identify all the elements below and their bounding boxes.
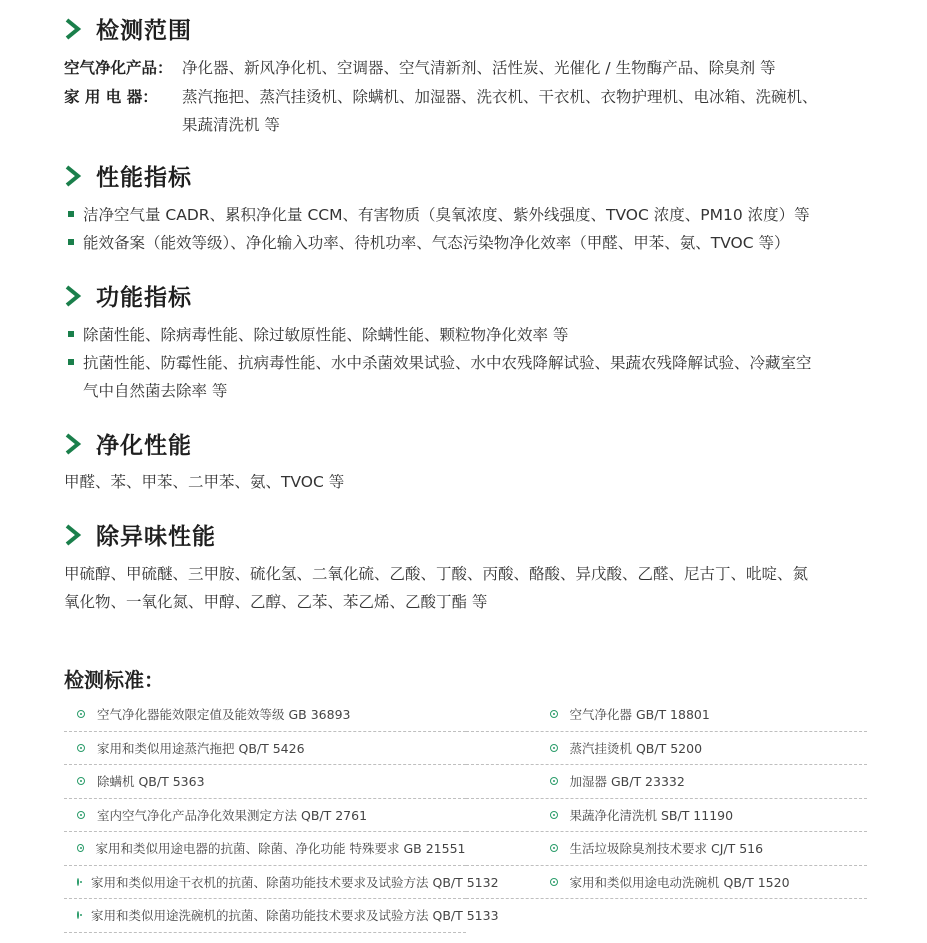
standards-title: 检测标准： <box>64 668 164 692</box>
standard-item-empty <box>466 899 868 933</box>
list-item: 洁净空气量 CADR、累积净化量 CCM、有害物质（臭氧浓度、紫外线强度、TVOC 浓度、PM10 浓度）等 <box>68 201 810 229</box>
table-row <box>64 866 867 900</box>
table-row <box>64 765 867 799</box>
circle-bullet-icon <box>550 878 558 886</box>
scope-home-value-continued: 果蔬清洗机 等 <box>182 116 280 134</box>
chevron-right-icon <box>64 164 84 188</box>
circle-bullet-icon <box>550 777 558 785</box>
square-bullet-icon <box>68 331 74 337</box>
standard-item: 室内空气净化产品净化效果测定方法 QB/T 2761 <box>64 799 466 833</box>
scope-air-value: 净化器、新风净化机、空调器、空气清新剂、活性炭、光催化 / 生物酶产品、除臭剂 等 <box>182 59 776 77</box>
square-bullet-icon <box>68 239 74 245</box>
standard-item: 加湿器 GB/T 23332 <box>466 765 868 799</box>
standard-item: 蒸汽挂烫机 QB/T 5200 <box>466 732 868 766</box>
circle-bullet-icon <box>77 744 85 752</box>
scope-air-label: 空气净化产品： <box>64 59 173 77</box>
scope-home-value: 蒸汽拖把、蒸汽挂烫机、除螨机、加湿器、洗衣机、干衣机、衣物护理机、电冰箱、洗碗机、 <box>182 88 818 106</box>
circle-bullet-icon <box>77 811 85 819</box>
table-row <box>64 732 867 766</box>
standard-item: 家用和类似用途洗碗机的抗菌、除菌功能技术要求及试验方法 QB/T 5133 <box>64 899 466 933</box>
circle-bullet-icon <box>77 844 84 852</box>
standard-item: 家用和类似用途干衣机的抗菌、除菌功能技术要求及试验方法 QB/T 5132 <box>64 866 466 900</box>
section-title-odor <box>64 518 216 551</box>
circle-bullet-icon <box>550 811 558 819</box>
table-row <box>64 698 867 732</box>
chevron-right-icon <box>64 523 84 547</box>
table-row <box>64 832 867 866</box>
table-row <box>64 899 867 933</box>
circle-bullet-icon <box>77 878 79 886</box>
standard-item: 家用和类似用途电器的抗菌、除菌、净化功能 特殊要求 GB 21551 <box>64 832 466 866</box>
square-bullet-icon <box>68 359 74 365</box>
section-title-scope <box>64 12 192 45</box>
list-item: 抗菌性能、防霉性能、抗病毒性能、水中杀菌效果试验、水中农残降解试验、果蔬农残降解试验、冷藏室空 <box>68 349 812 377</box>
standard-item: 果蔬净化清洗机 SB/T 11190 <box>466 799 868 833</box>
scope-home-label: 家 用 电 器： <box>64 88 158 106</box>
section-title-text: 净化性能 <box>96 433 192 459</box>
standard-item: 家用和类似用途蒸汽拖把 QB/T 5426 <box>64 732 466 766</box>
section-title-text: 功能指标 <box>96 285 192 311</box>
circle-bullet-icon <box>550 744 558 752</box>
standard-item: 家用和类似用途电动洗碗机 QB/T 1520 <box>466 866 868 900</box>
circle-bullet-icon <box>77 710 85 718</box>
section-title-text: 检测范围 <box>96 18 192 44</box>
chevron-right-icon <box>64 17 84 41</box>
standard-item: 生活垃圾除臭剂技术要求 CJ/T 516 <box>466 832 868 866</box>
list-item: 除菌性能、除病毒性能、除过敏原性能、除螨性能、颗粒物净化效率 等 <box>68 321 568 349</box>
list-item-continued: 气中自然菌去除率 等 <box>83 382 228 400</box>
scope-home-row <box>64 83 818 111</box>
section-title-purification <box>64 427 192 460</box>
odor-text-line2: 氧化物、一氧化氮、甲醇、乙醇、乙苯、苯乙烯、乙酸丁酯 等 <box>64 593 488 611</box>
odor-text-line1: 甲硫醇、甲硫醚、三甲胺、硫化氢、二氧化硫、乙酸、丁酸、丙酸、酪酸、异戊酸、乙醛、尼古丁、吡啶、氮 <box>64 565 809 583</box>
section-title-text: 除异味性能 <box>96 524 216 550</box>
section-title-function <box>64 279 192 312</box>
standards-table <box>64 698 867 933</box>
standard-item: 空气净化器能效限定值及能效等级 GB 36893 <box>64 698 466 732</box>
scope-air-row <box>64 54 776 82</box>
list-item: 能效备案（能效等级）、净化输入功率、待机功率、气态污染物净化效率（甲醛、甲苯、氨、TVOC 等） <box>68 229 790 257</box>
table-row <box>64 799 867 833</box>
square-bullet-icon <box>68 211 74 217</box>
circle-bullet-icon <box>77 911 79 919</box>
chevron-right-icon <box>64 432 84 456</box>
circle-bullet-icon <box>77 777 85 785</box>
standard-item: 除螨机 QB/T 5363 <box>64 765 466 799</box>
circle-bullet-icon <box>550 710 558 718</box>
section-title-performance <box>64 159 192 192</box>
purification-text: 甲醛、苯、甲苯、二甲苯、氨、TVOC 等 <box>64 473 345 491</box>
standard-item: 空气净化器 GB/T 18801 <box>466 698 868 732</box>
chevron-right-icon <box>64 284 84 308</box>
circle-bullet-icon <box>550 844 558 852</box>
section-title-text: 性能指标 <box>96 165 192 191</box>
